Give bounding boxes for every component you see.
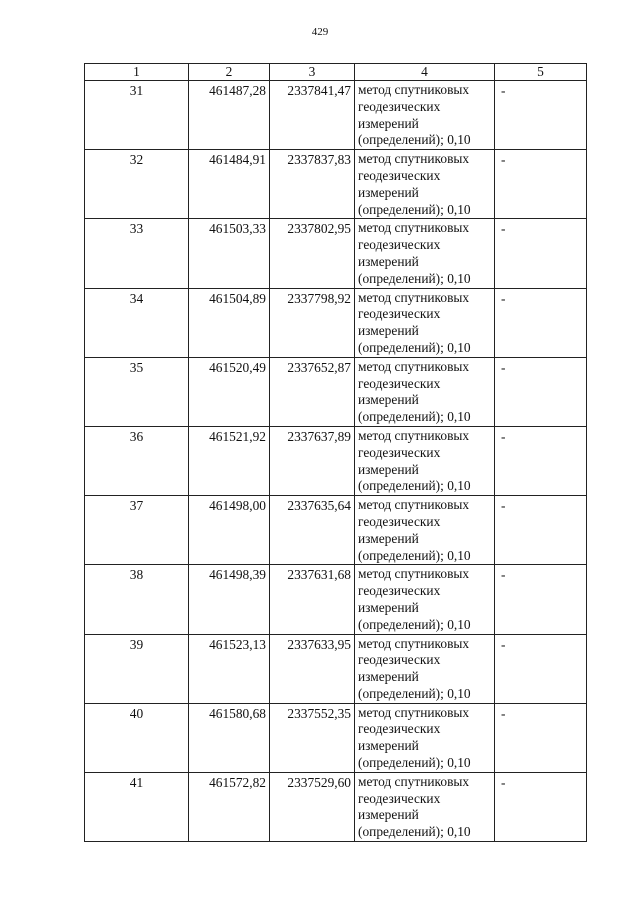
method-line: (определений); 0,10	[358, 132, 471, 148]
method-line: метод спутниковых	[358, 497, 470, 513]
method-cell	[355, 426, 495, 495]
method-line: геодезических	[358, 444, 441, 460]
method-line: геодезических	[358, 652, 441, 668]
point-number-cell: 32	[85, 150, 189, 219]
method-cell	[355, 150, 495, 219]
point-number-cell: 38	[85, 565, 189, 634]
point-number-cell: 41	[85, 772, 189, 841]
method-line: метод спутниковых	[358, 151, 470, 167]
method-cell	[355, 81, 495, 150]
method-line: метод спутниковых	[358, 566, 470, 582]
method-line: метод спутниковых	[358, 635, 470, 651]
method-line: (определений); 0,10	[358, 547, 471, 563]
coord-y-cell: 2337802,95	[270, 219, 355, 288]
table-row	[85, 81, 587, 150]
point-number-cell: 34	[85, 288, 189, 357]
coord-y-cell: 2337631,68	[270, 565, 355, 634]
coord-y-cell: 2337552,35	[270, 703, 355, 772]
table-row	[85, 634, 587, 703]
method-cell	[355, 772, 495, 841]
point-number-cell: 33	[85, 219, 189, 288]
coord-x-cell: 461498,39	[189, 565, 270, 634]
coord-x-cell: 461520,49	[189, 357, 270, 426]
method-line: измерений	[358, 461, 419, 477]
header-row	[85, 64, 587, 81]
method-line: метод спутниковых	[358, 358, 470, 374]
method-cell	[355, 357, 495, 426]
coord-x-cell: 461580,68	[189, 703, 270, 772]
method-line: геодезических	[358, 237, 441, 253]
coord-y-cell: 2337529,60	[270, 772, 355, 841]
coord-y-cell: 2337635,64	[270, 496, 355, 565]
method-line: измерений	[358, 807, 419, 823]
table-row	[85, 703, 587, 772]
method-line: (определений); 0,10	[358, 824, 471, 840]
table-row	[85, 219, 587, 288]
coord-y-cell: 2337637,89	[270, 426, 355, 495]
method-line: геодезических	[358, 790, 441, 806]
method-line: геодезических	[358, 167, 441, 183]
note-cell: -	[495, 634, 587, 703]
coord-x-cell: 461487,28	[189, 81, 270, 150]
header-col-3: 3	[270, 64, 355, 81]
method-line: (определений); 0,10	[358, 616, 471, 632]
header-col-2: 2	[189, 64, 270, 81]
method-cell	[355, 288, 495, 357]
note-cell: -	[495, 772, 587, 841]
coord-y-cell: 2337841,47	[270, 81, 355, 150]
table-row	[85, 288, 587, 357]
coord-x-cell: 461484,91	[189, 150, 270, 219]
page-number: 429	[311, 26, 329, 38]
method-line: (определений); 0,10	[358, 478, 471, 494]
point-number-cell: 40	[85, 703, 189, 772]
method-line: метод спутниковых	[358, 427, 470, 443]
table-row	[85, 357, 587, 426]
coord-y-cell: 2337633,95	[270, 634, 355, 703]
method-line: измерений	[358, 738, 419, 754]
coord-y-cell: 2337837,83	[270, 150, 355, 219]
note-cell: -	[495, 219, 587, 288]
coord-x-cell: 461503,33	[189, 219, 270, 288]
coord-y-cell: 2337798,92	[270, 288, 355, 357]
method-line: метод спутниковых	[358, 704, 470, 720]
method-line: измерений	[358, 599, 419, 615]
note-cell: -	[495, 426, 587, 495]
method-cell	[355, 634, 495, 703]
method-line: метод спутниковых	[358, 289, 470, 305]
method-line: геодезических	[358, 375, 441, 391]
point-number-cell: 39	[85, 634, 189, 703]
point-number-cell: 35	[85, 357, 189, 426]
coord-x-cell: 461523,13	[189, 634, 270, 703]
method-line: измерений	[358, 669, 419, 685]
note-cell: -	[495, 496, 587, 565]
coord-x-cell: 461521,92	[189, 426, 270, 495]
header-col-1: 1	[85, 64, 189, 81]
note-cell: -	[495, 288, 587, 357]
method-line: измерений	[358, 115, 419, 131]
point-number-cell: 37	[85, 496, 189, 565]
method-line: (определений); 0,10	[358, 339, 471, 355]
method-line: (определений); 0,10	[358, 685, 471, 701]
method-cell	[355, 219, 495, 288]
header-col-4: 4	[355, 64, 495, 81]
method-line: измерений	[358, 253, 419, 269]
method-line: метод спутниковых	[358, 220, 470, 236]
method-line: метод спутниковых	[358, 82, 470, 97]
method-line: (определений); 0,10	[358, 270, 471, 286]
note-cell: -	[495, 357, 587, 426]
method-cell	[355, 565, 495, 634]
method-line: геодезических	[358, 583, 441, 599]
method-line: (определений); 0,10	[358, 201, 471, 217]
method-line: геодезических	[358, 721, 441, 737]
table-row	[85, 150, 587, 219]
table-row	[85, 772, 587, 841]
table-body	[85, 81, 587, 842]
method-line: измерений	[358, 392, 419, 408]
method-line: геодезических	[358, 98, 441, 114]
table-row	[85, 496, 587, 565]
point-number-cell: 36	[85, 426, 189, 495]
note-cell: -	[495, 565, 587, 634]
coord-x-cell: 461504,89	[189, 288, 270, 357]
method-line: измерений	[358, 184, 419, 200]
note-cell: -	[495, 703, 587, 772]
point-number-cell: 31	[85, 81, 189, 150]
coord-x-cell: 461572,82	[189, 772, 270, 841]
coordinates-table	[84, 63, 587, 842]
table-row	[85, 426, 587, 495]
method-line: геодезических	[358, 306, 441, 322]
method-cell	[355, 496, 495, 565]
method-cell	[355, 703, 495, 772]
header-col-5: 5	[495, 64, 587, 81]
method-line: измерений	[358, 323, 419, 339]
method-line: геодезических	[358, 513, 441, 529]
method-line: измерений	[358, 530, 419, 546]
note-cell: -	[495, 150, 587, 219]
note-cell: -	[495, 81, 587, 150]
coord-x-cell: 461498,00	[189, 496, 270, 565]
method-line: (определений); 0,10	[358, 755, 471, 771]
method-line: метод спутниковых	[358, 773, 470, 789]
table-row	[85, 565, 587, 634]
method-line: (определений); 0,10	[358, 409, 471, 425]
coord-y-cell: 2337652,87	[270, 357, 355, 426]
